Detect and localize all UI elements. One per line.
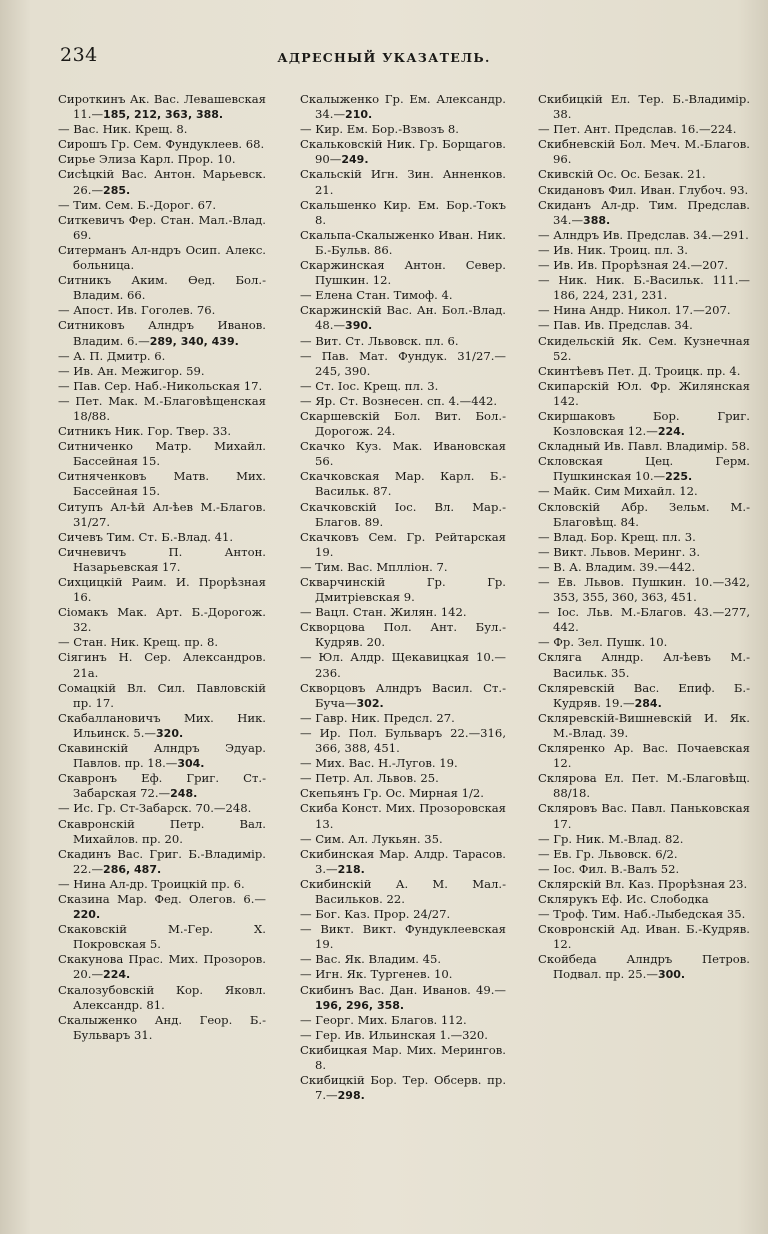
- directory-entry: Сироткинъ Ак. Вас. Левашевская 11.—185, 212, 363, 388.: [58, 92, 266, 122]
- directory-entry: Ситниченко Матр. Михайл. Бассейная 15.: [58, 439, 266, 469]
- directory-entry: — Игн. Як. Тургенев. 10.: [300, 967, 453, 982]
- directory-entry: Склярскій Вл. Каз. Прорѣзная 23.: [538, 876, 748, 891]
- directory-entry: Сичевъ Тим. Ст. Б.-Влад. 41.: [58, 529, 234, 544]
- directory-entry: — Викт. Львов. Меринг. 3.: [538, 544, 701, 559]
- directory-entry: Скалыженко Анд. Геор. Б.-Бульваръ 31.: [58, 1012, 266, 1042]
- directory-entry: — Вит. Ст. Львовск. пл. 6.: [300, 333, 459, 348]
- directory-entry: Скворцова Пол. Ант. Бул.-Кудряв. 20.: [300, 620, 506, 650]
- directory-entry: Скибицкая Мар. Мих. Мерингов. 8.: [300, 1042, 506, 1072]
- directory-entry: — Петр. Ал. Львов. 25.: [300, 771, 439, 786]
- directory-entry: Скакунова Прас. Мих. Прозоров. 20.—224.: [58, 952, 266, 982]
- directory-entry: — Пет. Мак. М.-Благовѣщенская 18/88.: [58, 393, 266, 423]
- directory-entry: — Алндръ Ив. Предслав. 34.—291.: [538, 227, 749, 242]
- directory-entry: Сіомакъ Мак. Арт. Б.-Дорогож. 32.: [58, 605, 266, 635]
- directory-entry: — Ник. Ник. Б.-Васильк. 111.—186, 224, 231, 231.: [538, 273, 750, 303]
- directory-entry: — В. А. Владим. 39.—442.: [538, 559, 696, 574]
- directory-entry: — Сим. Ал. Лукьян. 35.: [300, 831, 443, 846]
- directory-entry: Скибинская Мар. Алдр. Тарасов. 3.—218.: [300, 846, 506, 876]
- directory-entry: — Ис. Гр. Ст-Забарск. 70.—248.: [58, 801, 252, 816]
- directory-entry: — Троф. Тим. Наб.-Лыбедская 35.: [538, 907, 746, 922]
- directory-entry: — Ев. Гр. Львовск. 6/2.: [538, 846, 678, 861]
- directory-entry: Сирошъ Гр. Сем. Фундуклеев. 68.: [58, 137, 265, 152]
- directory-entry: — Пав. Ив. Предслав. 34.: [538, 318, 693, 333]
- directory-entry: — Ст. Іос. Крещ. пл. 3.: [300, 378, 439, 393]
- directory-entry: Скляревскій Вас. Епиф. Б.-Кудряв. 19.—284.: [538, 680, 750, 710]
- directory-entry: Скибневскій Бол. Меч. М.-Благов. 96.: [538, 137, 750, 167]
- directory-entry: Скаковскій М.-Гер. Х. Покровская 5.: [58, 922, 266, 952]
- directory-entry: Скальшенко Кир. Ем. Бор.-Токъ 8.: [300, 197, 506, 227]
- column-3: [538, 92, 750, 983]
- directory-entry: Ситникъ Аким. Ѳед. Бол.-Владим. 66.: [58, 273, 266, 303]
- directory-entry: Скачковъ Сем. Гр. Рейтарская 19.: [300, 529, 506, 559]
- directory-entry: Сихцицкій Раим. И. Прорѣзная 16.: [58, 575, 266, 605]
- running-title: АДРЕСНЫЙ УКАЗАТЕЛЬ.: [277, 50, 491, 65]
- directory-entry: Скляренко Ар. Вас. Почаевская 12.: [538, 741, 750, 771]
- directory-entry: Сомацкій Вл. Сил. Павловскій пр. 17.: [58, 680, 266, 710]
- directory-entry: — Гер. Ив. Ильинская 1.—320.: [300, 1027, 488, 1042]
- directory-entry: Скаржинская Антон. Север. Пушкин. 12.: [300, 258, 506, 288]
- directory-entry: Скальковскій Ник. Гр. Борщагов. 90—249.: [300, 137, 506, 167]
- directory-entry: Скойбеда Алндръ Петров. Подвал. пр. 25.—300.: [538, 952, 750, 982]
- directory-entry: — Бог. Каз. Прор. 24/27.: [300, 907, 451, 922]
- directory-entry: Скачковская Мар. Карл. Б.-Васильк. 87.: [300, 469, 506, 499]
- directory-entry: — Іос. Льв. М.-Благов. 43.—277, 442.: [538, 605, 750, 635]
- page-header: [0, 44, 768, 74]
- directory-entry: — Вацл. Стан. Жилян. 142.: [300, 605, 467, 620]
- directory-entry: — Тим. Вас. Мпллiон. 7.: [300, 559, 448, 574]
- directory-entry: — Вас. Як. Владим. 45.: [300, 952, 442, 967]
- directory-entry: Сіягинъ Н. Сер. Александров. 21а.: [58, 650, 266, 680]
- directory-entry: — Пав. Сер. Наб.-Никольская 17.: [58, 378, 263, 393]
- directory-entry: Скидельскій Як. Сем. Кузнечная 52.: [538, 333, 750, 363]
- directory-entry: Скибинъ Вас. Дан. Иванов. 49.—196, 296, 358.: [300, 982, 506, 1012]
- directory-entry: — Влад. Бор. Крещ. пл. 3.: [538, 529, 696, 544]
- directory-entry: — Ев. Львов. Пушкин. 10.—342, 353, 355, 360, 363, 451.: [538, 575, 750, 605]
- directory-entry: Сичневичъ П. Антон. Назарьевская 17.: [58, 544, 266, 574]
- directory-entry: Скачковскій Іос. Вл. Мар.-Благов. 89.: [300, 499, 506, 529]
- page-number: 234: [60, 44, 98, 66]
- directory-entry: — Георг. Мих. Благов. 112.: [300, 1012, 467, 1027]
- directory-entry: — Викт. Викт. Фундуклеевская 19.: [300, 922, 506, 952]
- directory-entry: Скиданъ Ал-др. Тим. Предслав. 34.—388.: [538, 197, 750, 227]
- directory-entry: Скиршаковъ Бор. Григ. Козловская 12.—224.: [538, 408, 750, 439]
- directory-entry: Скворцовъ Алндръ Васил. Ст.-Буча—302.: [300, 680, 506, 710]
- directory-entry: Скавинскій Алндръ Эдуар. Павлов. пр. 18.—304.: [58, 741, 266, 771]
- directory-entry: Скальскій Игн. Зин. Анненков. 21.: [300, 167, 506, 197]
- directory-entry: Ситерманъ Ал-ндръ Осип. Алекс. больница.: [58, 242, 266, 273]
- directory-entry: — Майк. Сим Михайл. 12.: [538, 484, 698, 499]
- directory-entry: Скибинскій А. М. Мал.-Васильков. 22.: [300, 876, 506, 906]
- directory-entry: Скавронъ Еф. Григ. Ст.-Забарская 72.—248.: [58, 771, 266, 801]
- directory-entry: — Пав. Мат. Фундук. 31/27.—245, 390.: [300, 348, 506, 378]
- directory-entry: — Нина Ал-др. Троицкій пр. 6.: [58, 876, 245, 891]
- directory-entry: Скалыженко Гр. Ем. Александр. 34.—210.: [300, 92, 506, 122]
- directory-entry: — Пет. Ант. Предслав. 16.—224.: [538, 122, 737, 137]
- column-2: [300, 92, 506, 1103]
- directory-entry: Скепьянъ Гр. Ос. Мирная 1/2.: [300, 786, 484, 801]
- directory-entry: Скачко Куз. Мак. Ивановская 56.: [300, 439, 506, 469]
- directory-entry: — Ив. Ан. Межигор. 59.: [58, 363, 205, 378]
- directory-entry: Ситупъ Ал-ѣй Ал-ѣев М.-Благов. 31/27.: [58, 499, 266, 529]
- directory-entry: Сковронскій Ад. Иван. Б.-Кудряв. 12.: [538, 922, 750, 952]
- directory-entry: — А. П. Дмитр. 6.: [58, 348, 166, 363]
- directory-entry: — Гавр. Ник. Предсл. 27.: [300, 710, 455, 725]
- directory-entry: Скинтѣевъ Пет. Д. Троицк. пр. 4.: [538, 363, 741, 378]
- directory-entry: Ситникъ Ник. Гор. Твер. 33.: [58, 424, 232, 439]
- directory-entry: Сказина Мар. Фед. Олегов. 6.—220.: [58, 891, 266, 922]
- directory-entry: Скибицкій Бор. Тер. Обсерв. пр. 7.—298.: [300, 1073, 506, 1103]
- directory-entry: Ситняченковъ Матв. Мих. Бассейная 15.: [58, 469, 266, 499]
- directory-entry: — Іос. Фил. В.-Валъ 52.: [538, 861, 680, 876]
- column-1: [58, 92, 266, 1043]
- directory-entry: Скляга Алндр. Ал-ѣевъ М.-Васильк. 35.: [538, 650, 750, 680]
- directory-entry: — Мих. Вас. Н.-Лугов. 19.: [300, 756, 458, 771]
- directory-entry: — Ив. Ив. Прорѣзная 24.—207.: [538, 258, 729, 273]
- directory-entry: — Юл. Алдр. Щекавицкая 10.—236.: [300, 650, 506, 680]
- directory-entry: — Нина Андр. Никол. 17.—207.: [538, 303, 731, 318]
- directory-entry: Скибицкій Ел. Тер. Б.-Владимір. 38.: [538, 92, 750, 122]
- directory-entry: Ситкевичъ Фер. Стан. Мал.-Влад. 69.: [58, 212, 266, 242]
- directory-entry: Склярова Ел. Пет. М.-Благовѣщ. 88/18.: [538, 771, 750, 801]
- directory-entry: — Елена Стан. Тимоф. 4.: [300, 288, 453, 303]
- directory-entry: Скавронскій Петр. Вал. Михайлов. пр. 20.: [58, 816, 266, 846]
- directory-entry: Сисѣцкій Вас. Антон. Марьевск. 26.—285.: [58, 167, 266, 197]
- directory-entry: — Кир. Ем. Бор.-Взвозъ 8.: [300, 122, 459, 137]
- directory-entry: — Вас. Ник. Крещ. 8.: [58, 122, 188, 137]
- directory-entry: — Апост. Ив. Гоголев. 76.: [58, 303, 216, 318]
- directory-entry: — Гр. Ник. М.-Влад. 82.: [538, 831, 684, 846]
- directory-entry: — Стан. Ник. Крещ. пр. 8.: [58, 635, 219, 650]
- directory-entry: Скадинъ Вас. Григ. Б.-Владимір. 22.—286, 487.: [58, 846, 266, 876]
- directory-entry: — Ив. Ник. Троиц. пл. 3.: [538, 242, 688, 257]
- directory-entry: — Яр. Ст. Вознесен. сп. 4.—442.: [300, 393, 498, 408]
- directory-entry: — Ир. Пол. Бульваръ 22.—316, 366, 388, 451.: [300, 725, 506, 756]
- directory-entry: Скабаллановичъ Мих. Ник. Ильинск. 5.—320.: [58, 710, 266, 740]
- directory-entry: Складный Ив. Павл. Владимір. 58.: [538, 439, 750, 454]
- directory-entry: Скляревскій-Вишневскій И. Як. М.-Влад. 39.: [538, 710, 750, 740]
- directory-entry: — Тим. Сем. Б.-Дорог. 67.: [58, 197, 217, 212]
- directory-entry: Скаржинскій Вас. Ан. Бол.-Влад. 48.—390.: [300, 303, 506, 333]
- directory-entry: Скальпа-Скалыженко Иван. Ник. Б.-Бульв. 86.: [300, 227, 506, 257]
- directory-entry: Скидановъ Фил. Иван. Глубоч. 93.: [538, 182, 749, 197]
- directory-entry: Скляровъ Вас. Павл. Паньковская 17.: [538, 801, 750, 831]
- directory-columns: [58, 92, 768, 1222]
- directory-entry: Сирье Элиза Карл. Прор. 10.: [58, 152, 236, 167]
- directory-entry: Скловскій Абр. Зельм. М.-Благовѣщ. 84.: [538, 499, 750, 529]
- directory-entry: Скварчинскій Гр. Гр. Дмитріевская 9.: [300, 575, 506, 605]
- directory-entry: Скиба Конст. Мих. Прозоровская 13.: [300, 801, 506, 831]
- directory-entry: Склярукъ Еф. Ис. Слободка: [538, 891, 709, 906]
- directory-entry: Скипарскій Юл. Фр. Жилянская 142.: [538, 378, 750, 408]
- directory-entry: Скивскій Ос. Ос. Безак. 21.: [538, 167, 706, 182]
- directory-entry: Скловская Цец. Герм. Пушкинская 10.—225.: [538, 454, 750, 484]
- directory-entry: Ситниковъ Алндръ Иванов. Владим. 6.—289, 340, 439.: [58, 318, 266, 348]
- directory-entry: — Фр. Зел. Пушк. 10.: [538, 635, 668, 650]
- directory-entry: Скалозубовскій Кор. Яковл. Александр. 81.: [58, 982, 266, 1012]
- directory-entry: Скаршевскій Бол. Вит. Бол.-Дорогож. 24.: [300, 408, 506, 439]
